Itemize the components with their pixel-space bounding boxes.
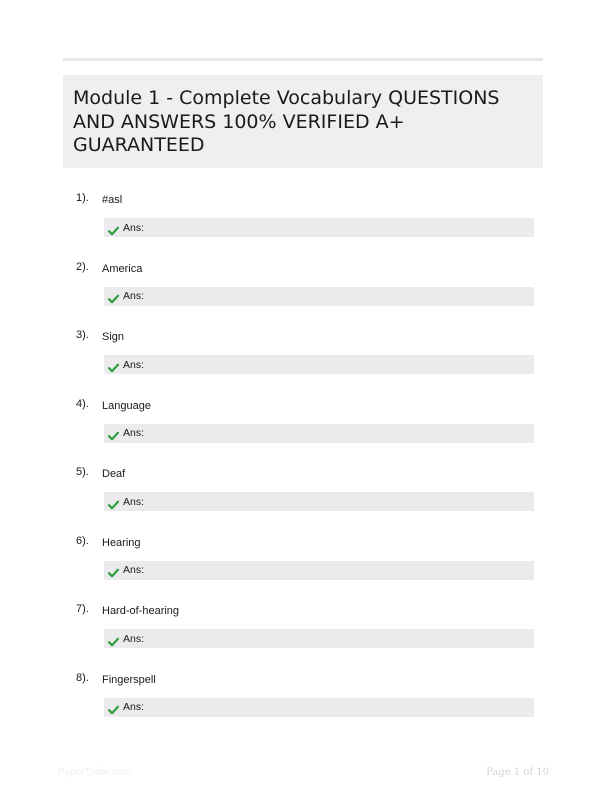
question-term: Language	[102, 399, 151, 412]
question-number: 6).	[76, 534, 89, 547]
answer-label: Ans:	[123, 564, 145, 576]
answer-label: Ans:	[123, 290, 145, 302]
question-item	[63, 670, 543, 739]
answer-label: Ans:	[123, 632, 145, 645]
question-number: 2).	[76, 260, 89, 273]
question-number: 5).	[76, 466, 89, 478]
answer-box	[104, 561, 534, 580]
answer-box	[104, 492, 534, 511]
checkmark-icon	[108, 223, 119, 233]
question-term: Hard-of-hearing	[102, 605, 180, 617]
question-term: Sign	[102, 331, 125, 343]
page-indicator: Page 1 of 10	[486, 767, 549, 778]
checkmark-icon	[108, 428, 119, 438]
question-item	[63, 396, 543, 465]
question-item	[63, 464, 543, 533]
footer-watermark: PaperTrible.com	[58, 767, 131, 778]
checkmark-icon	[108, 291, 119, 301]
answer-box	[104, 629, 534, 648]
checkmark-icon	[108, 360, 119, 370]
question-item	[63, 190, 543, 259]
question-number: 1).	[76, 192, 89, 204]
checkmark-icon	[108, 634, 119, 644]
answer-label: Ans:	[123, 221, 145, 234]
question-item	[63, 601, 543, 670]
question-item	[63, 327, 543, 396]
page-title: Module 1 - Complete Vocabulary QUESTIONS AND ANSWERS 100% VERIFIED A+ GUARANTEED	[73, 87, 500, 156]
question-term: Hearing	[102, 536, 141, 549]
question-item	[63, 533, 543, 602]
question-term: Fingerspell	[102, 673, 156, 686]
question-number: 4).	[76, 397, 89, 410]
answer-box	[104, 287, 534, 306]
question-term: Deaf	[102, 468, 126, 480]
question-term: #asl	[102, 194, 123, 206]
answer-label: Ans:	[123, 701, 145, 713]
question-term: America	[102, 262, 143, 275]
checkmark-icon	[108, 497, 119, 507]
answer-box	[104, 355, 534, 374]
answer-label: Ans:	[123, 427, 145, 439]
top-divider	[63, 58, 543, 61]
question-list	[63, 190, 543, 738]
question-item	[63, 259, 543, 328]
checkmark-icon	[108, 565, 119, 575]
question-number: 7).	[76, 603, 89, 615]
question-number: 8).	[76, 671, 89, 684]
answer-box	[104, 698, 534, 717]
checkmark-icon	[108, 702, 119, 712]
title-banner	[63, 75, 543, 168]
question-number: 3).	[76, 329, 89, 341]
answer-label: Ans:	[123, 358, 145, 371]
answer-label: Ans:	[123, 495, 145, 508]
answer-box	[104, 424, 534, 443]
answer-box	[104, 218, 534, 237]
